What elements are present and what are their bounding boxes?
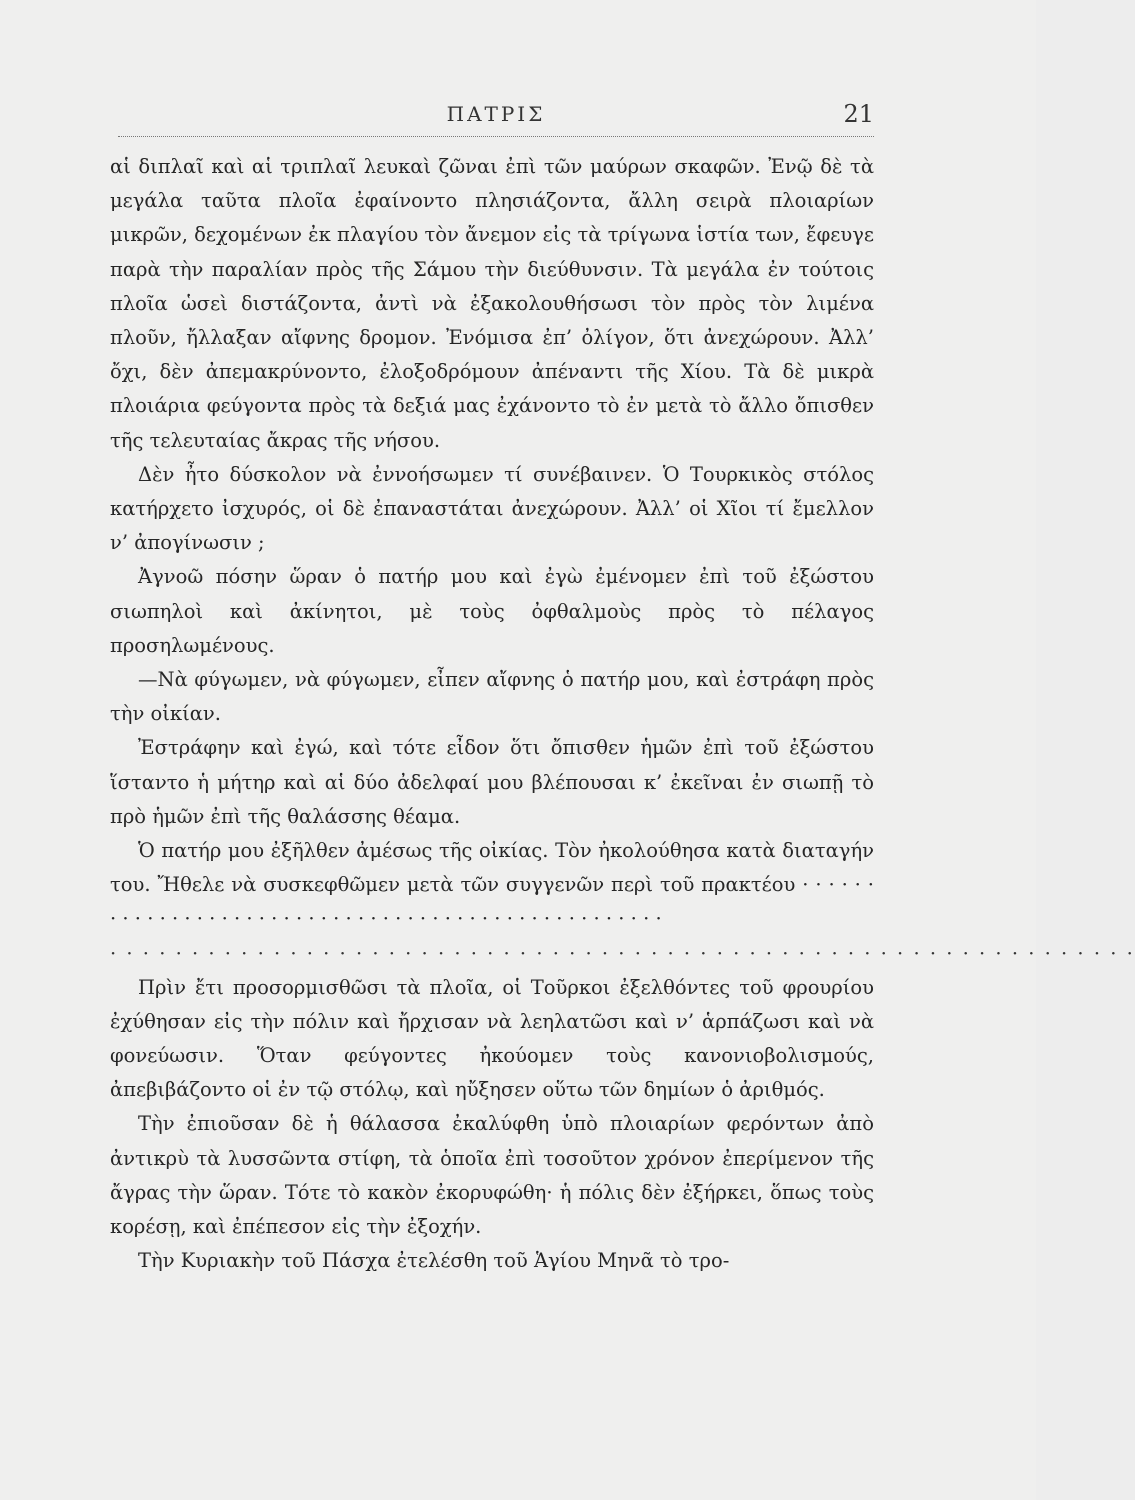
ellipsis-line: · · · · · · · · · · · · · · · · · · · · · · · · · · · · · · · · · · · · · · · · · · · · · · · · · · · · · · · · · · · · · · · (110, 941, 1135, 965)
ellipsis-dots: · · · · · · · · · · · · · · · · · · · · · · · · · · · · · · · · · · · · · · · · · · · · · · · · · · · (110, 873, 874, 931)
paragraph: Ἀγνοῶ πόσην ὥραν ὁ πατήρ μου καὶ ἐγὼ ἐμένομεν ἐπὶ τοῦ ἐξώστου σιωπηλοὶ καὶ ἀκίνητοι, μὲ τοὺς ὀφθαλμοὺς πρὸς τὸ πέλαγος προσηλωμένους. (110, 565, 874, 657)
body-text (110, 150, 1135, 1279)
page-number: 21 (843, 100, 874, 128)
paragraph: Δὲν ἦτο δύσκολον νὰ ἐννοήσωμεν τί συνέβαινεν. Ὁ Τουρκικὸς στόλος κατήρχετο ἰσχυρός, οἱ δὲ ἐπαναστάται ἀνεχώρουν. Ἀλλ’ οἱ Χῖοι τί ἔμελλον ν’ ἀπογίνωσιν ; (110, 462, 874, 555)
paragraph-with-ellipsis (110, 834, 874, 937)
paragraph: αἱ διπλαῖ καὶ αἱ τριπλαῖ λευκαὶ ζῶναι ἐπὶ τῶν μαύρων σκαφῶν. Ἐνῷ δὲ τὰ μεγάλα ταῦτα πλοῖα ἐφαίνοντο πλησιάζοντα, ἄλλη σειρὰ πλοιαρίων μικρῶν, δεχομένων ἐκ πλαγίου τὸν ἄνεμον εἰς τὰ τρίγωνα ἱστία των, ἔφευγε παρὰ τὴν παραλίαν πρὸς τῆς Σάμου τὴν διεύθυνσιν. Τὰ μεγάλα ἐν τούτοις πλοῖα ὡσεὶ διστάζοντα, ἀντὶ νὰ ἐξακολουθήσωσι τὸν πρὸς τὸν λιμένα πλοῦν, ἤλλαξαν αἴφνης δρομον. Ἐνόμισα ἐπ’ ὀλίγον, ὅτι ἀνεχώρουν. Ἀλλ’ ὄχι, δὲν ἀπεμακρύνοντο, ἐλοξοδρόμουν ἀπέναντι τῆς Χίου. Τὰ δὲ μικρὰ πλοιάρια φεύγοντα πρὸς τὰ δεξιά μας ἐχάνοντο τὸ ἐν μετὰ τὸ ἄλλο ὄπισθεν τῆς τελευταίας ἄκρας τῆς νήσου. (110, 155, 874, 452)
paragraph: Τὴν ἐπιοῦσαν δὲ ἡ θάλασσα ἐκαλύφθη ὑπὸ πλοιαρίων φερόντων ἀπὸ ἀντικρὺ τὰ λυσσῶντα στίφη, τὰ ὁποῖα ἐπὶ τοσοῦτον χρόνον ἐπερίμενον τῆς ἄγρας τὴν ὥραν. Τότε τὸ κακὸν ἐκορυφώθη· ἡ πόλις δὲν ἐξήρκει, ὅπως τοὺς κορέσῃ, καὶ ἐπέπεσον εἰς τὴν ἐξοχήν. (110, 1112, 874, 1239)
paragraph: Πρὶν ἔτι προσορμισθῶσι τὰ πλοῖα, οἱ Τοῦρκοι ἐξελθόντες τοῦ φρουρίου ἐχύθησαν εἰς τὴν πόλιν καὶ ἤρχισαν νὰ λεηλατῶσι καὶ ν’ ἁρπάζωσι καὶ νὰ φονεύωσιν. Ὅταν φεύγοντες ἠκούομεν τοὺς κανονιοβολισμούς, ἀπεβιβάζοντο οἱ ἐν τῷ στόλῳ, καὶ ηὔξησεν οὕτω τῶν δημίων ὁ ἀριθμός. (110, 975, 874, 1102)
paragraph-text: Ὁ πατήρ μου ἐξῆλθεν ἀμέσως τῆς οἰκίας. Τὸν ἠκολούθησα κατὰ διαταγήν του. Ἤθελε νὰ συσκεφθῶμεν μετὰ τῶν συγγενῶν περὶ τοῦ πρακτέου (110, 839, 874, 897)
paragraph: —Νὰ φύγωμεν, νὰ φύγωμεν, εἶπεν αἴφνης ὁ πατήρ μου, καὶ ἐστράφη πρὸς τὴν οἰκίαν. (110, 668, 874, 726)
paragraph: Τὴν Κυριακὴν τοῦ Πάσχα ἐτελέσθη τοῦ Ἁγίου Μηνᾶ τὸ τρο- (138, 1249, 730, 1273)
page-header (118, 96, 874, 137)
running-title: ΠΑΤΡΙΣ (446, 102, 546, 126)
paragraph: Ἐστράφην καὶ ἐγώ, καὶ τότε εἶδον ὅτι ὄπισθεν ἡμῶν ἐπὶ τοῦ ἐξώστου ἵσταντο ἡ μήτηρ καὶ αἱ δύο ἀδελφαί μου βλέπουσαι κ’ ἐκεῖναι ἐν σιωπῇ τὸ πρὸ ἡμῶν ἐπὶ τῆς θαλάσσης θέαμα. (110, 736, 874, 828)
